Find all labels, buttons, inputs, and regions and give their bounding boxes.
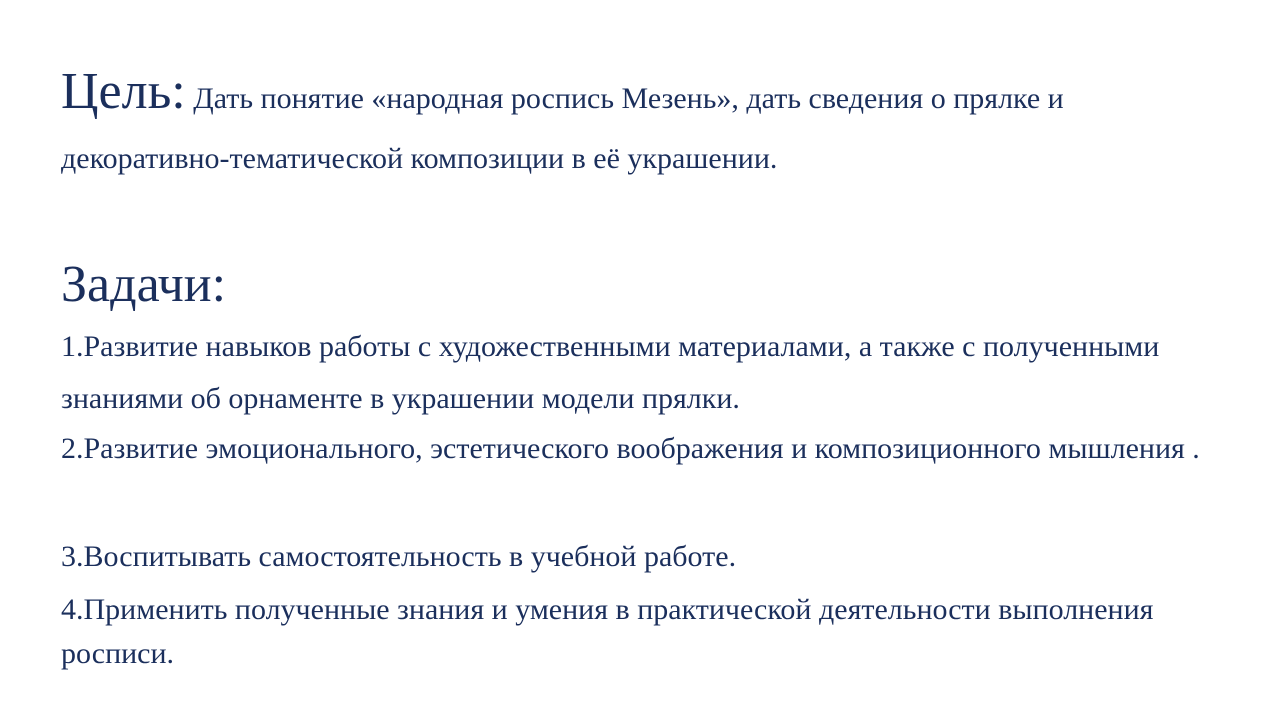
task-item-3: 3.Воспитывать самостоятельность в учебной работе.	[61, 540, 737, 573]
goal-heading: Цель:	[61, 63, 186, 120]
task-item-4: 4.Применить полученные знания и умения в практической деятельности выполнения росписи.	[61, 593, 1154, 670]
goal-paragraph	[61, 62, 1231, 189]
goal-text: Дать понятие «народная роспись Мезень», дать сведения о прялке и декоративно-тематической композиции в её украшении.	[61, 82, 1064, 175]
tasks-title: Задачи:	[61, 256, 227, 313]
task-item-1: 1.Развитие навыков работы с художественными материалами, а также с полученными знаниями об орнаменте в украшении модели прялки.	[61, 330, 1160, 415]
task-item-2: 2.Развитие эмоционального, эстетического воображения и композиционного мышления .	[61, 432, 1200, 465]
